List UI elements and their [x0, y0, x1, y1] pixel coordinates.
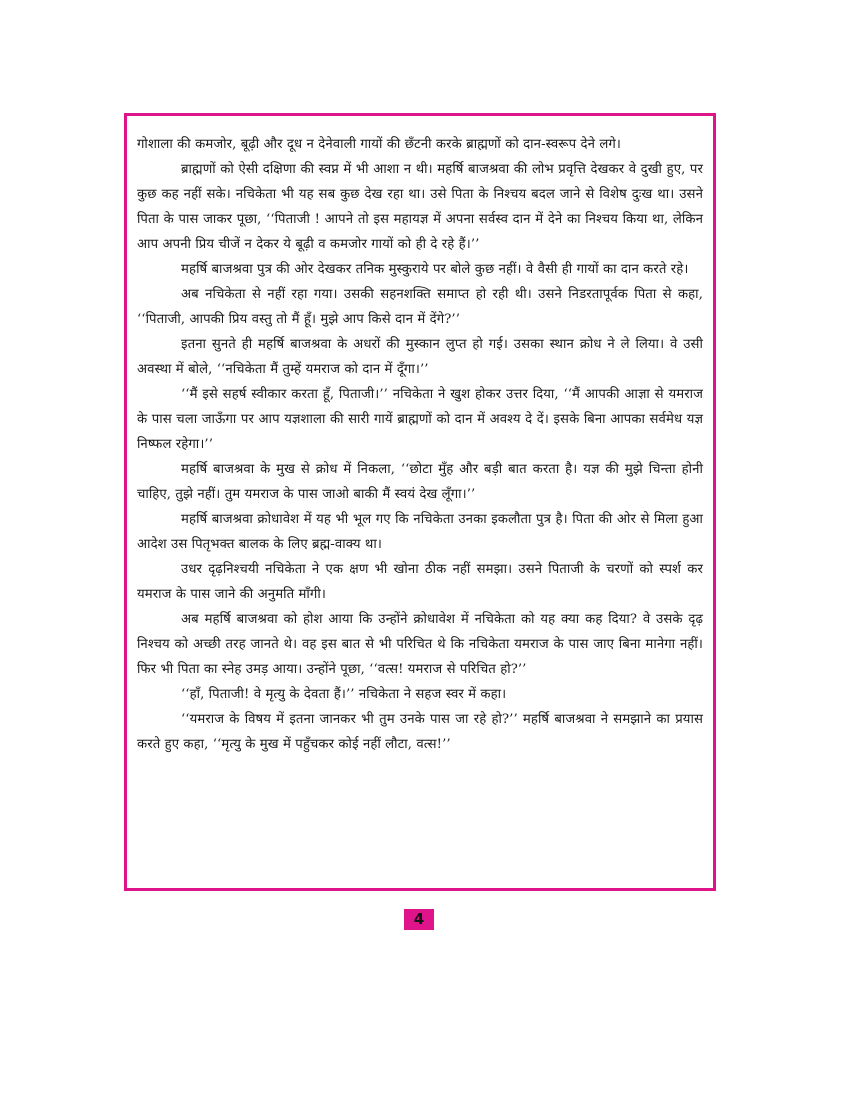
story-paragraph: ‘‘मैं इसे सहर्ष स्वीकार करता हूँ, पिताजी।’’ नचिकेता ने खुश होकर उत्तर दिया, ‘‘मैं आपकी आज्ञा से यमराज के पास चला जाऊँगा पर आप यज्ञशाला की सारी गायें ब्राह्मणों को दान में अवश्य दे दें। इसके बिना आपका सर्वमेध यज्ञ निष्फल रहेगा।’’	[137, 387, 703, 452]
story-paragraph: ‘‘यमराज के विषय में इतना जानकर भी तुम उनके पास जा रहे हो?’’ महर्षि बाजश्रवा ने समझाने का प्रयास करते हुए कहा, ‘‘मृत्यु के मुख में पहुँचकर कोई नहीं लौटा, वत्स!’’	[137, 712, 703, 752]
story-paragraph: महर्षि बाजश्रवा पुत्र की ओर देखकर तनिक मुस्कुराये पर बोले कुछ नहीं। वे वैसी ही गायों का दान करते रहे।	[181, 262, 689, 277]
story-paragraph: उधर दृढ़निश्चयी नचिकेता ने एक क्षण भी खोना ठीक नहीं समझा। उसने पिताजी के चरणों को स्पर्श कर यमराज के पास जाने की अनुमति माँगी।	[137, 562, 703, 602]
story-paragraph: महर्षि बाजश्रवा के मुख से क्रोध में निकला, ‘‘छोटा मुँह और बड़ी बात करता है। यज्ञ की मुझे चिन्ता होनी चाहिए, तुझे नहीं। तुम यमराज के पास जाओ बाकी मैं स्वयं देख लूँगा।’’	[137, 462, 703, 502]
story-paragraph: अब महर्षि बाजश्रवा को होश आया कि उन्होंने क्रोधावेश में नचिकेता को यह क्या कह दिया? वे उसके दृढ़ निश्चय को अच्छी तरह जानते थे। वह इस बात से भी परिचित थे कि नचिकेता यमराज के पास जाए बिना मानेगा नहीं। फिर भी पिता का स्नेह उमड़ आया। उन्होंने पूछा, ‘‘वत्स! यमराज से परिचित हो?’’	[137, 612, 703, 677]
story-paragraph: महर्षि बाजश्रवा क्रोधावेश में यह भी भूल गए कि नचिकेता उनका इकलौता पुत्र है। पिता की ओर से मिला हुआ आदेश उस पितृभक्त बालक के लिए ब्रह्म-वाक्य था।	[137, 512, 703, 552]
story-paragraph: ‘‘हाँ, पिताजी! वे मृत्यु के देवता हैं।’’ नचिकेता ने सहज स्वर में कहा।	[181, 687, 507, 702]
page-frame	[124, 113, 716, 891]
page-number-badge: 4	[404, 909, 434, 930]
story-paragraph: अब नचिकेता से नहीं रहा गया। उसकी सहनशक्ति समाप्त हो रही थी। उसने निडरतापूर्वक पिता से कहा, ‘‘पिताजी, आपकी प्रिय वस्तु तो मैं हूँ। मुझे आप किसे दान में देंगे?’’	[137, 287, 703, 327]
story-paragraph: ब्राह्मणों को ऐसी दक्षिणा की स्वप्न में भी आशा न थी। महर्षि बाजश्रवा की लोभ प्रवृत्ति देखकर वे दुखी हुए, पर कुछ कह नहीं सके। नचिकेता भी यह सब कुछ देख रहा था। उसे पिता के निश्चय बदल जाने से विशेष दुःख था। उसने पिता के पास जाकर पूछा, ‘‘पिताजी ! आपने तो इस महायज्ञ में अपना सर्वस्व दान में देने का निश्चय किया था, लेकिन आप अपनी प्रिय चीजें न देकर ये बूढ़ी व कमजोर गायों को ही दे रहे हैं।’’	[137, 162, 703, 252]
story-paragraph: गोशाला की कमजोर, बूढ़ी और दूध न देनेवाली गायों की छँटनी करके ब्राह्मणों को दान-स्वरूप देने लगे।	[137, 137, 622, 152]
story-paragraph: इतना सुनते ही महर्षि बाजश्रवा के अधरों की मुस्कान लुप्त हो गई। उसका स्थान क्रोध ने ले लिया। वे उसी अवस्था में बोले, ‘‘नचिकेता मैं तुम्हें यमराज को दान में दूँगा।’’	[137, 337, 703, 377]
